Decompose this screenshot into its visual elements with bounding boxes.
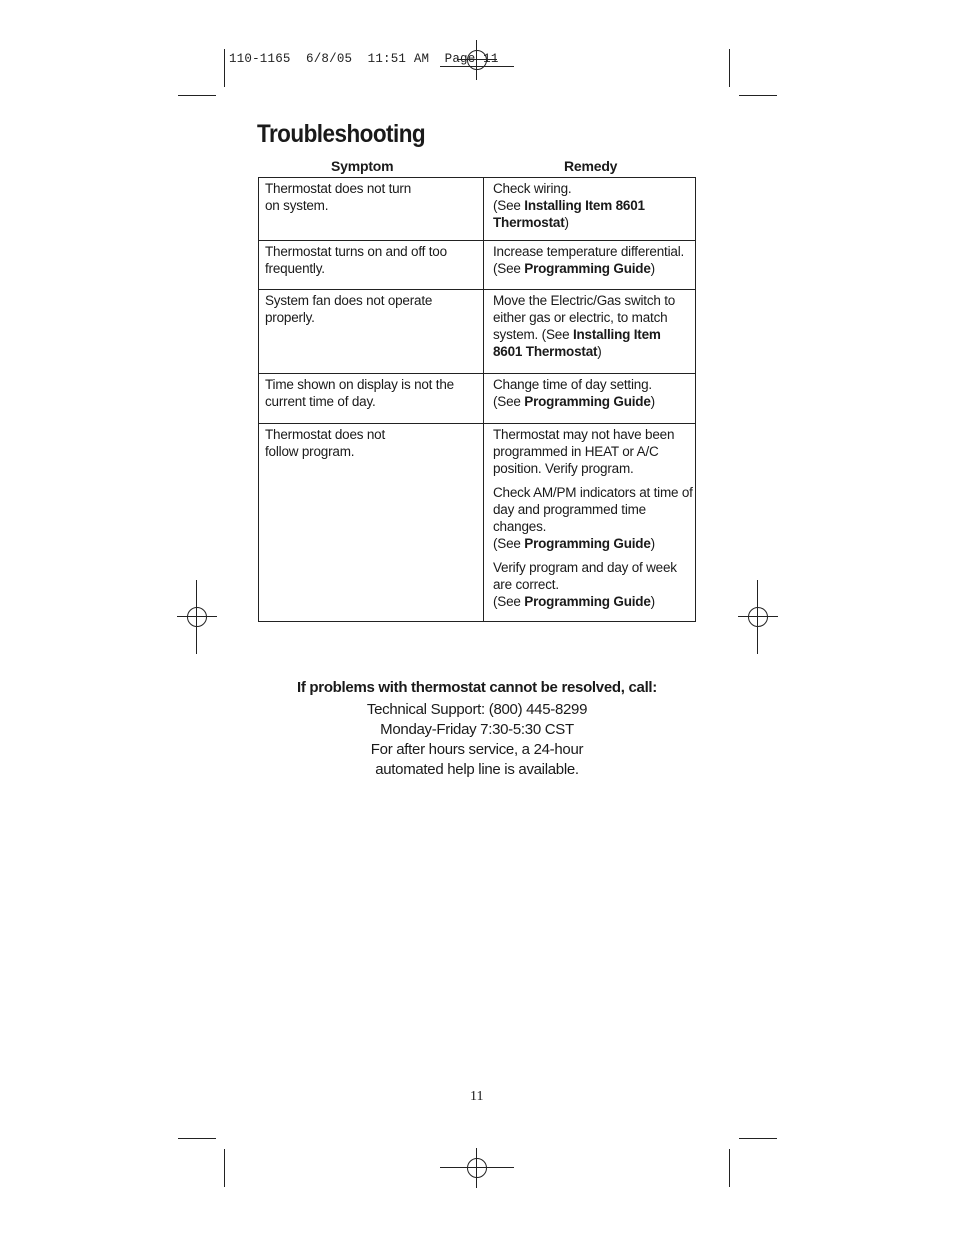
table-row [259,374,696,424]
print-slug: 110-1165 6/8/05 11:51 AM Page 11 [229,52,499,66]
remedy-paragraph: Move the Electric/Gas switch to either gas or electric, to match system. (See Installing Item 8601 Thermostat) [493,293,676,359]
table-row [259,290,696,374]
symptom-cell: System fan does not operate properly. [259,290,484,374]
crop-mark [196,580,197,654]
remedy-cell [484,241,696,290]
crop-mark [178,95,216,96]
registration-mark-icon [457,1148,497,1188]
support-line: For after hours service, a 24-hour [370,741,584,758]
crop-mark [757,580,758,654]
reference-link-text: Installing Item 8601 Thermostat [493,327,661,359]
remedy-paragraph: Change time of day setting. (See Programming Guide) [493,377,655,409]
remedy-cell [484,290,696,374]
support-lead: If problems with thermostat cannot be resolved, call: [296,679,657,696]
crop-mark [178,1138,216,1139]
remedy-column-header: Remedy [564,158,618,174]
reference-link-text: Programming Guide [524,261,651,276]
reference-link-text: Installing Item 8601 Thermostat [493,198,645,230]
symptom-cell: Thermostat does not turn on system. [259,178,484,241]
crop-mark [729,1149,730,1187]
crop-mark [729,49,730,87]
remedy-cell [484,424,696,622]
symptom-column-header: Symptom [331,158,394,174]
crop-mark [739,1138,777,1139]
crop-mark [224,49,225,87]
crop-mark [440,1167,514,1168]
crop-mark [224,1149,225,1187]
symptom-cell: Time shown on display is not the current time of day. [259,374,484,424]
remedy-paragraph: Check wiring. (See Installing Item 8601 Thermostat) [493,181,645,230]
support-line: Monday-Friday 7:30-5:30 CST [380,721,574,738]
page-title: Troubleshooting [257,120,426,148]
registration-mark-icon [738,597,778,637]
symptom-cell: Thermostat does not follow program. [259,424,484,622]
troubleshooting-table [258,177,696,622]
slug-underline [440,66,514,67]
remedy-paragraph: Thermostat may not have been programmed in HEAT or A/C position. Verify program. [493,427,675,476]
reference-link-text: Programming Guide [524,536,651,551]
registration-mark-icon [177,597,217,637]
table-row [259,424,696,622]
symptom-cell: Thermostat turns on and off too frequently. [259,241,484,290]
reference-link-text: Programming Guide [524,594,651,609]
support-contact [257,678,697,780]
table-row [259,178,696,241]
remedy-paragraph: Verify program and day of week are correct. (See Programming Guide) [493,560,677,609]
reference-link-text: Programming Guide [524,394,651,409]
troubleshooting-table-body [259,178,696,622]
support-line: Technical Support: (800) 445-8299 [366,701,588,718]
remedy-cell [484,178,696,241]
support-line: automated help line is available. [375,761,579,778]
remedy-paragraph: Increase temperature differential. (See Programming Guide) [493,244,685,276]
remedy-cell [484,374,696,424]
crop-mark [739,95,777,96]
page-number: 11 [470,1089,484,1104]
remedy-paragraph: Check AM/PM indicators at time of day and programmed time changes. (See Programming Guide) [493,485,693,551]
table-row [259,241,696,290]
